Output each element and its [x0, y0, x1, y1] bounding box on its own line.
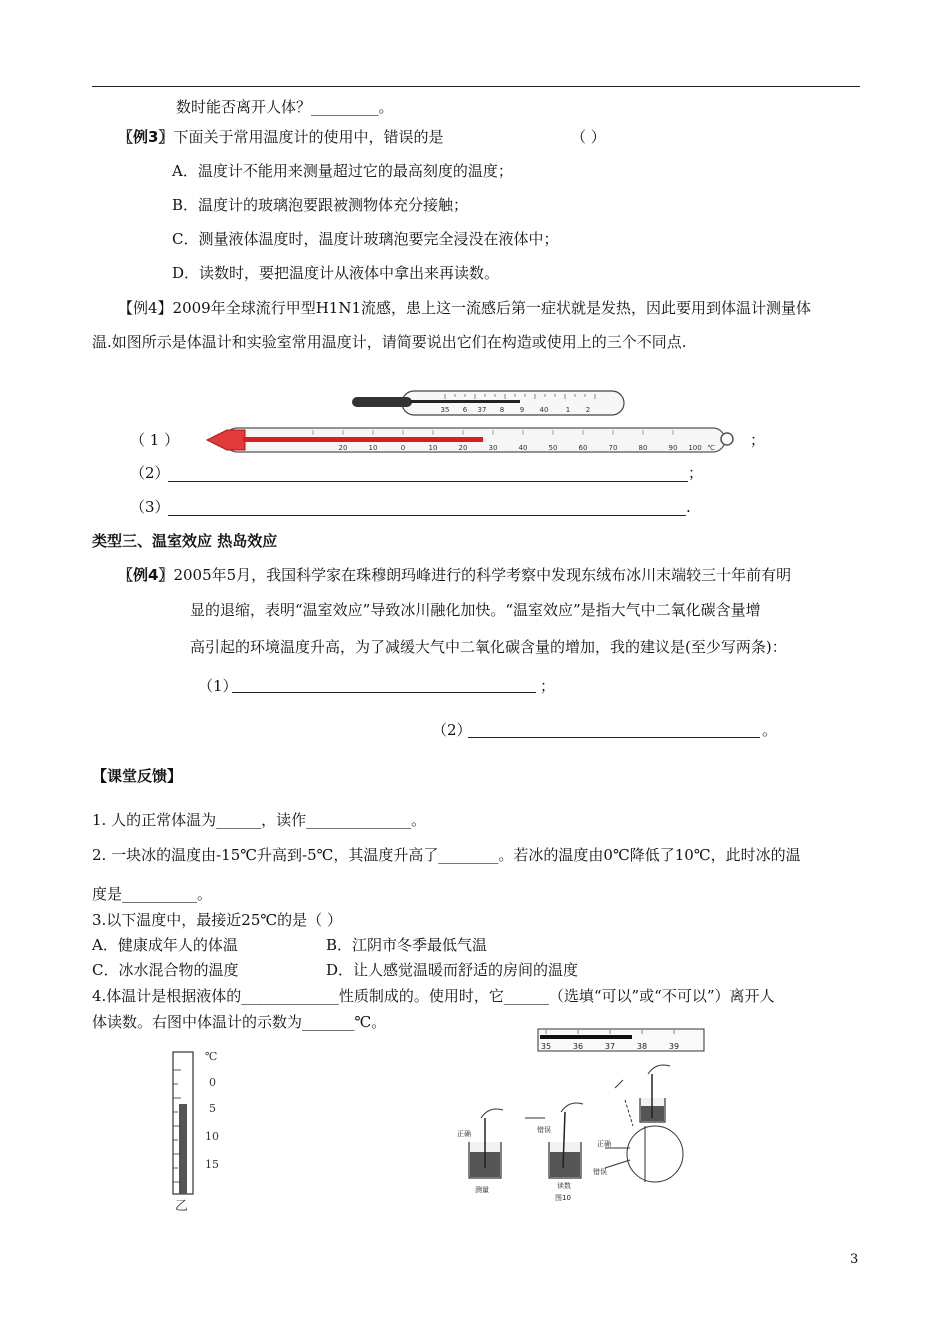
- small-tick-39: 39: [668, 1042, 680, 1051]
- lab-thermometer-loop: [721, 433, 733, 445]
- vertical-thermometer-column: [179, 1104, 187, 1194]
- fever-tick-42: 2: [585, 406, 591, 414]
- feedback-q1: 1. 人的正常体温为______，读作______________。: [92, 811, 427, 829]
- label-correct1: 正确: [457, 1130, 471, 1138]
- small-tick-35: 35: [540, 1042, 552, 1051]
- small-scale-frame: [538, 1029, 704, 1051]
- fever-thermometer-figure: [350, 388, 630, 418]
- fever-tick-40: 40: [539, 406, 549, 414]
- example4b-line2: 显的退缩，表明“温室效应”导致冰川融化加快。“温室效应”是指大气中二氧化碳含量增: [190, 601, 761, 619]
- lab-tick-80: 80: [638, 444, 648, 452]
- hand-measure: [481, 1109, 503, 1118]
- example4b-line1-text: 2005年5月，我国科学家在珠穆朗玛峰进行的科学考察中发现东绒布冰川末端较三十年前有明: [173, 566, 792, 584]
- example3-answer-paren: （ ）: [571, 128, 606, 146]
- example4a-line2: 温.如图所示是体温计和实验室常用温度计，请简要说出它们在构造或使用上的三个不同点.: [92, 333, 687, 351]
- example3-option-c: C．测量液体温度时，温度计玻璃泡要完全浸没在液体中；: [172, 230, 559, 248]
- example3-option-d: D．读数时，要把温度计从液体中拿出来再读数。: [172, 264, 500, 282]
- example3-heading: [118, 127, 443, 147]
- lab-thermometer-bulb: [207, 430, 245, 450]
- small-tick-36: 36: [572, 1042, 584, 1051]
- example4b-label: 〖例4〗: [118, 566, 174, 584]
- example4b-blank1-line[interactable]: [232, 692, 536, 693]
- page-number: 3: [850, 1252, 859, 1267]
- feedback-q3-option-d: D．让人感觉温暖而舒适的房间的温度: [326, 961, 579, 979]
- vertical-tick-5: 5: [209, 1102, 216, 1115]
- lab-thermometer-figure: [205, 425, 735, 457]
- feedback-q4-line1: 4.体温计是根据液体的_____________性质制成的。使用时，它______（选填“可以”或“不可以”）离开人: [92, 987, 775, 1005]
- liquid-read: [550, 1152, 580, 1177]
- lab-tick-60: 60: [578, 444, 588, 452]
- fever-tick-36: 6: [462, 406, 468, 414]
- small-tick-37: 37: [604, 1042, 616, 1051]
- label-wrong2: 错误: [593, 1168, 607, 1176]
- example4b-blank2-line[interactable]: [468, 737, 760, 738]
- small-thermometer-scale-figure: [536, 1027, 706, 1055]
- arrow-wrong2: [605, 1160, 630, 1168]
- feedback-q2-line1: 2. 一块冰的温度由-15℃升高到-5℃，其温度升高了________。若冰的温度由0℃降低了10℃，此时冰的温: [92, 846, 801, 864]
- fever-tick-41: 1: [565, 406, 571, 414]
- example4a-blank1-label: （ 1 ）: [130, 431, 180, 449]
- example4a-blank3-line[interactable]: [168, 515, 686, 516]
- lab-tick-30: 30: [488, 444, 498, 452]
- magnifier-circle: [627, 1126, 683, 1182]
- lab-tick-40: 40: [518, 444, 528, 452]
- fever-thermometer-bulb: [352, 397, 412, 407]
- fever-tick-37: 37: [477, 406, 487, 414]
- lab-tick-70: 70: [608, 444, 618, 452]
- example3-label: 〖例3〗: [118, 128, 174, 146]
- lab-tick-unit: ℃: [707, 444, 715, 452]
- lab-tick-10: 10: [428, 444, 438, 452]
- example4a-line1: 【例4】2009年全球流行甲型H1N1流感，患上这一流感后第一症状就是发热，因此要用到体温计测量体: [118, 299, 812, 317]
- feedback-title: 【课堂反馈】: [92, 767, 183, 785]
- vertical-thermometer-unit: ℃: [205, 1050, 218, 1063]
- feedback-q3-option-a: A．健康成年人的体温: [92, 936, 238, 954]
- fever-thermometer-mercury: [410, 400, 520, 403]
- fever-tick-35: 35: [440, 406, 450, 414]
- feedback-q3-option-b: B．江阴市冬季最低气温: [326, 936, 488, 954]
- example4a-blank3-end: .: [686, 498, 691, 516]
- example3-option-a: A．温度计不能用来测量超过它的最高刻度的温度；: [172, 162, 513, 180]
- example4b-blank2-label: （2）: [432, 721, 472, 739]
- example4b-line1: [118, 565, 791, 585]
- label-wrong1: 错误: [537, 1126, 551, 1134]
- vertical-thermometer-figure: [165, 1050, 235, 1215]
- section3-title: 类型三、温室效应 热岛效应: [92, 532, 278, 550]
- feedback-q2-line2: 度是__________。: [92, 885, 213, 903]
- lab-thermometer-liquid: [243, 437, 483, 442]
- lab-tick-neg20: 20: [338, 444, 348, 452]
- example4b-blank1-end: ；: [540, 677, 556, 695]
- vertical-tick-0: 0: [209, 1076, 216, 1089]
- example4b-line3: 高引起的环境温度升高，为了减缓大气中二氧化碳含量的增加，我的建议是(至少写两条)：: [190, 638, 787, 656]
- zoom-guide: [625, 1100, 633, 1126]
- example3-stem: 下面关于常用温度计的使用中，错误的是: [173, 128, 444, 146]
- header-rule: [92, 86, 860, 87]
- label-measure: 测量: [475, 1186, 489, 1194]
- continuation-line: 数时能否离开人体？_________。: [176, 98, 394, 116]
- lab-tick-0: 0: [400, 444, 406, 452]
- example3-option-b: B．温度计的玻璃泡要跟被测物体充分接触；: [172, 196, 469, 214]
- example4b-blank2-end: 。: [762, 721, 778, 739]
- vertical-tick-15: 15: [205, 1158, 219, 1171]
- lab-tick-neg10: 10: [368, 444, 378, 452]
- feedback-q3-stem: 3.以下温度中，最接近25℃的是（ ）: [92, 911, 342, 929]
- label-read: 读数: [557, 1182, 571, 1190]
- figure10-caption: 图10: [555, 1194, 571, 1202]
- lab-tick-100: 100: [688, 444, 702, 452]
- lab-tick-90: 90: [668, 444, 678, 452]
- lab-tick-50: 50: [548, 444, 558, 452]
- small-tick-38: 38: [636, 1042, 648, 1051]
- example4a-blank2-label: （2）: [130, 464, 170, 482]
- vertical-thermometer-caption: 乙: [175, 1199, 189, 1214]
- fever-tick-38: 8: [499, 406, 505, 414]
- feedback-q4-line2: 体读数。右图中体温计的示数为_______℃。: [92, 1013, 387, 1031]
- fever-tick-39: 9: [519, 406, 525, 414]
- figure10-illustration: [455, 1060, 695, 1205]
- example4a-blank2-end: ；: [688, 464, 704, 482]
- small-scale-mercury: [540, 1035, 632, 1039]
- hand-top-right: [648, 1065, 670, 1074]
- lab-tick-20: 20: [458, 444, 468, 452]
- example4a-blank2-line[interactable]: [168, 481, 688, 482]
- feedback-q3-option-c: C．冰水混合物的温度: [92, 961, 239, 979]
- example4b-blank1-label: （1）: [198, 677, 238, 695]
- example4a-blank1-end: ；: [750, 431, 766, 449]
- hand-read: [561, 1103, 583, 1112]
- example4a-blank3-label: （3）: [130, 498, 170, 516]
- vertical-tick-10: 10: [205, 1130, 219, 1143]
- arrow-top: [615, 1080, 623, 1088]
- label-correct2: 正确: [597, 1140, 611, 1148]
